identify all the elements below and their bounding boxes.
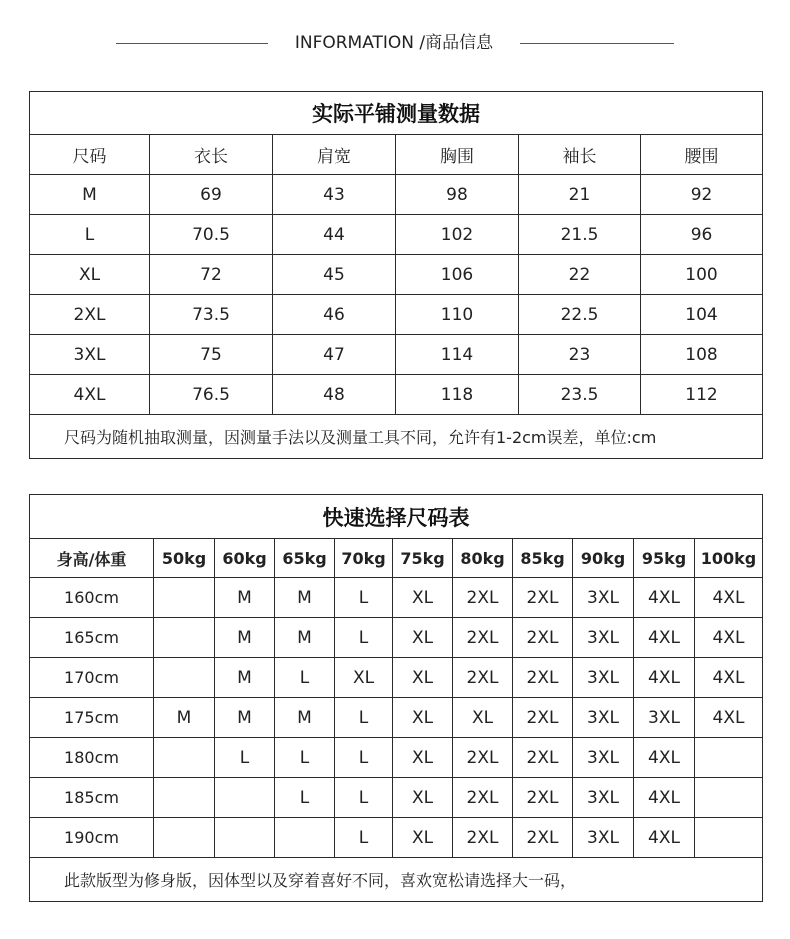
table-cell: 2XL xyxy=(513,618,573,658)
table-cell: 4XL xyxy=(634,618,695,658)
header-title: INFORMATION /商品信息 xyxy=(294,33,494,53)
table-cell: XL xyxy=(393,698,453,738)
table-cell: XL xyxy=(335,658,393,698)
size-selection-table xyxy=(29,494,763,902)
table-cell: 75 xyxy=(150,335,273,375)
table-row xyxy=(30,698,763,738)
row-label-cell: L xyxy=(30,215,150,255)
table-cell: M xyxy=(215,578,275,618)
table-cell: XL xyxy=(453,698,513,738)
table-cell: 3XL xyxy=(573,778,634,818)
table-cell: XL xyxy=(393,738,453,778)
table-row xyxy=(30,818,763,858)
table-cell: 45 xyxy=(273,255,396,295)
table-cell: 2XL xyxy=(513,698,573,738)
row-label-cell: 165cm xyxy=(30,618,154,658)
table-row xyxy=(30,175,763,215)
table-cell: 2XL xyxy=(513,578,573,618)
column-header: 75kg xyxy=(393,539,453,578)
table-cell: 104 xyxy=(641,295,763,335)
table-cell: M xyxy=(215,698,275,738)
table-cell: 102 xyxy=(396,215,519,255)
table-row xyxy=(30,255,763,295)
table-row xyxy=(30,375,763,415)
table-cell: 3XL xyxy=(573,698,634,738)
column-header: 胸围 xyxy=(396,135,519,175)
row-label-cell: 180cm xyxy=(30,738,154,778)
column-header: 袖长 xyxy=(519,135,641,175)
table-cell: 73.5 xyxy=(150,295,273,335)
table-cell: 2XL xyxy=(513,818,573,858)
table-cell: 21 xyxy=(519,175,641,215)
table-cell: M xyxy=(275,698,335,738)
table-cell: 4XL xyxy=(695,698,763,738)
table-cell: 23 xyxy=(519,335,641,375)
column-header: 90kg xyxy=(573,539,634,578)
table-cell: 22.5 xyxy=(519,295,641,335)
row-label-cell: XL xyxy=(30,255,150,295)
row-label-cell: 4XL xyxy=(30,375,150,415)
table-cell: 22 xyxy=(519,255,641,295)
row-label-cell: M xyxy=(30,175,150,215)
table-cell: L xyxy=(275,778,335,818)
table-cell: M xyxy=(215,658,275,698)
table-cell: M xyxy=(275,618,335,658)
table-row xyxy=(30,778,763,818)
column-header: 60kg xyxy=(215,539,275,578)
table-cell: 2XL xyxy=(513,738,573,778)
table-cell: L xyxy=(275,658,335,698)
table-cell: 2XL xyxy=(453,578,513,618)
table-cell: 96 xyxy=(641,215,763,255)
measurement-note: 尺码为随机抽取测量，因测量手法以及测量工具不同，允许有1-2cm误差，单位:cm xyxy=(30,415,763,459)
column-header: 肩宽 xyxy=(273,135,396,175)
table-cell: 2XL xyxy=(453,778,513,818)
table-cell: 2XL xyxy=(453,658,513,698)
table-cell: 21.5 xyxy=(519,215,641,255)
row-label-cell: 175cm xyxy=(30,698,154,738)
table-cell: 2XL xyxy=(453,618,513,658)
table-cell: XL xyxy=(393,658,453,698)
table-cell xyxy=(695,778,763,818)
column-header: 100kg xyxy=(695,539,763,578)
table-cell: L xyxy=(335,738,393,778)
column-header: 身高/体重 xyxy=(30,539,154,578)
column-header: 85kg xyxy=(513,539,573,578)
table-cell xyxy=(154,778,215,818)
measurement-table xyxy=(29,91,763,459)
table-cell xyxy=(215,818,275,858)
table-cell: 3XL xyxy=(634,698,695,738)
table-cell: L xyxy=(335,698,393,738)
table-cell: 4XL xyxy=(634,658,695,698)
table-row xyxy=(30,618,763,658)
table-cell: XL xyxy=(393,618,453,658)
table-cell: 4XL xyxy=(634,738,695,778)
table-cell: 3XL xyxy=(573,818,634,858)
table-cell: 108 xyxy=(641,335,763,375)
row-label-cell: 170cm xyxy=(30,658,154,698)
column-header: 50kg xyxy=(154,539,215,578)
table-cell: 92 xyxy=(641,175,763,215)
table-cell: L xyxy=(215,738,275,778)
table-cell: 3XL xyxy=(573,658,634,698)
table-cell xyxy=(154,618,215,658)
column-header: 衣长 xyxy=(150,135,273,175)
column-header: 腰围 xyxy=(641,135,763,175)
row-label-cell: 2XL xyxy=(30,295,150,335)
table-cell: M xyxy=(275,578,335,618)
table-cell: 112 xyxy=(641,375,763,415)
table-cell: 3XL xyxy=(573,618,634,658)
header-divider-right xyxy=(520,43,674,44)
table-cell: 2XL xyxy=(513,658,573,698)
table-cell: 72 xyxy=(150,255,273,295)
table-cell: L xyxy=(335,578,393,618)
header-divider-left xyxy=(116,43,268,44)
table-cell: 100 xyxy=(641,255,763,295)
table-cell: 4XL xyxy=(634,578,695,618)
size-note: 此款版型为修身版，因体型以及穿着喜好不同，喜欢宽松请选择大一码， xyxy=(30,858,763,902)
table-cell: 4XL xyxy=(634,818,695,858)
table-row xyxy=(30,578,763,618)
table-cell: 47 xyxy=(273,335,396,375)
table-cell: 46 xyxy=(273,295,396,335)
table-cell: 44 xyxy=(273,215,396,255)
table-cell xyxy=(154,818,215,858)
table-cell: M xyxy=(154,698,215,738)
size-table-title: 快速选择尺码表 xyxy=(30,495,763,539)
row-label-cell: 185cm xyxy=(30,778,154,818)
table-cell xyxy=(154,658,215,698)
section-header xyxy=(0,28,790,58)
row-label-cell: 3XL xyxy=(30,335,150,375)
table-cell: 4XL xyxy=(695,658,763,698)
column-header: 80kg xyxy=(453,539,513,578)
table-cell: 4XL xyxy=(695,618,763,658)
column-header: 尺码 xyxy=(30,135,150,175)
column-header: 70kg xyxy=(335,539,393,578)
column-header: 95kg xyxy=(634,539,695,578)
table-cell: 23.5 xyxy=(519,375,641,415)
table-cell: XL xyxy=(393,818,453,858)
table-cell xyxy=(154,738,215,778)
table-cell: 2XL xyxy=(453,738,513,778)
table-row xyxy=(30,658,763,698)
table-row xyxy=(30,335,763,375)
table-cell: 118 xyxy=(396,375,519,415)
row-label-cell: 190cm xyxy=(30,818,154,858)
table-cell: XL xyxy=(393,778,453,818)
column-header: 65kg xyxy=(275,539,335,578)
table-row xyxy=(30,215,763,255)
table-cell: 48 xyxy=(273,375,396,415)
table-cell: L xyxy=(335,818,393,858)
table-cell: 3XL xyxy=(573,738,634,778)
table-cell: L xyxy=(335,618,393,658)
table-cell: 70.5 xyxy=(150,215,273,255)
row-label-cell: 160cm xyxy=(30,578,154,618)
table-cell: 43 xyxy=(273,175,396,215)
table-cell: XL xyxy=(393,578,453,618)
table-cell: 110 xyxy=(396,295,519,335)
table-cell: 2XL xyxy=(453,818,513,858)
table-cell: M xyxy=(215,618,275,658)
table-row xyxy=(30,295,763,335)
table-cell xyxy=(275,818,335,858)
table-cell xyxy=(215,778,275,818)
table-cell: 4XL xyxy=(695,578,763,618)
table-row xyxy=(30,738,763,778)
table-cell: 98 xyxy=(396,175,519,215)
table-cell xyxy=(154,578,215,618)
table-cell: 106 xyxy=(396,255,519,295)
table-cell: L xyxy=(275,738,335,778)
table-cell: L xyxy=(335,778,393,818)
table-cell: 3XL xyxy=(573,578,634,618)
table-cell xyxy=(695,738,763,778)
table-cell: 114 xyxy=(396,335,519,375)
table-cell: 69 xyxy=(150,175,273,215)
table-cell: 76.5 xyxy=(150,375,273,415)
measurement-table-header xyxy=(30,135,763,175)
measurement-table-title: 实际平铺测量数据 xyxy=(30,92,763,135)
table-cell xyxy=(695,818,763,858)
table-cell: 2XL xyxy=(513,778,573,818)
table-cell: 4XL xyxy=(634,778,695,818)
size-table-header xyxy=(30,539,763,578)
